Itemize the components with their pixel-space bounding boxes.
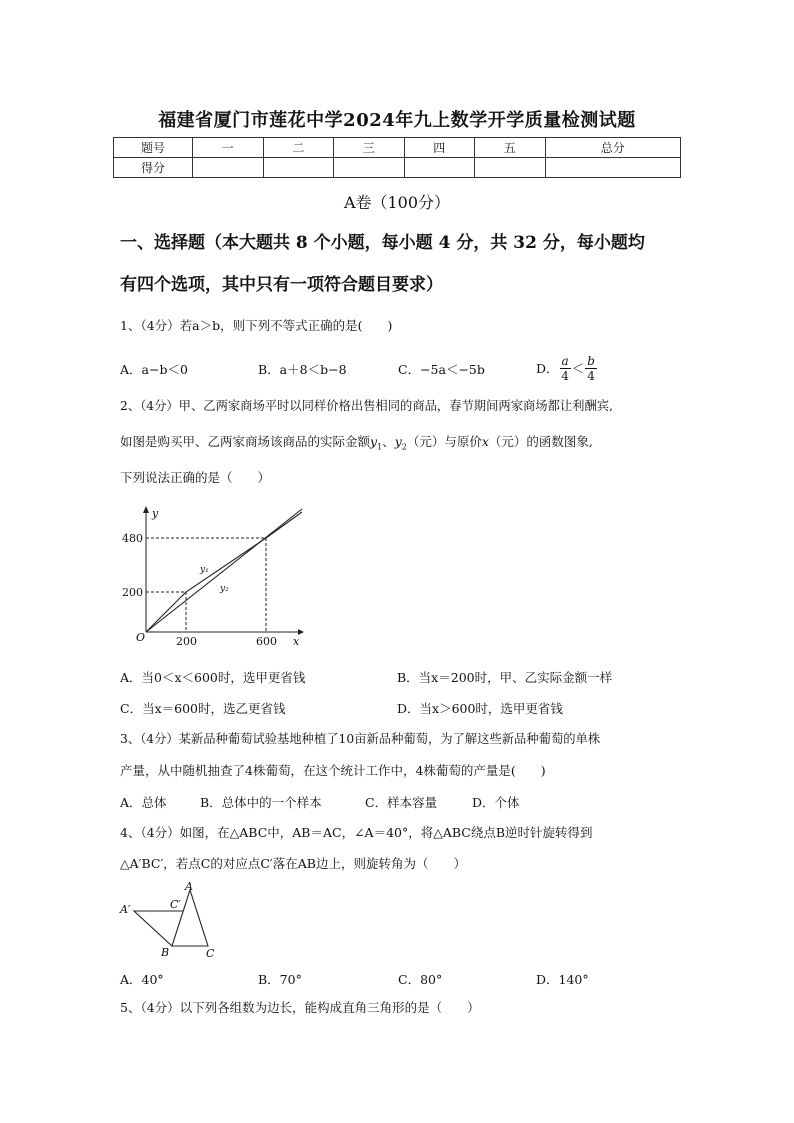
q3-line1: 3、（4分）某新品种葡萄试验基地种植了10亩新品种葡萄，为了解这些新品种葡萄的单株	[120, 732, 601, 746]
score-table-cell: 三	[334, 138, 405, 158]
var-y2: y	[394, 434, 402, 449]
q1-option-d[interactable]	[536, 350, 598, 386]
fraction-numerator: a	[561, 353, 569, 368]
q4-triangle-figure	[118, 880, 218, 960]
y-axis-label: y	[152, 507, 159, 520]
score-table-cell: 题号	[114, 138, 193, 158]
q4-line1: 4、（4分）如图，在△ABC中，AB＝AC，∠A＝40°，将△ABC绕点B逆时针旋转得到	[120, 825, 593, 840]
q4-option-d[interactable]: D．140°	[536, 972, 589, 987]
q2-line2	[120, 433, 720, 457]
fraction-numerator: b	[587, 353, 595, 368]
q3-line2: 产量，从中随机抽查了4株葡萄，在这个统计工作中，4株葡萄的产量是( )	[120, 763, 546, 778]
score-cell[interactable]	[404, 158, 475, 178]
exam-title: 福建省厦门市莲花中学2024年九上数学开学质量检测试题	[158, 110, 636, 131]
score-table-cell: 一	[193, 138, 264, 158]
fraction-denominator: 4	[587, 368, 595, 383]
part1-heading-line2: 有四个选项，其中只有一项符合题目要求）	[120, 275, 443, 295]
score-table-cell: 五	[475, 138, 546, 158]
q2-option-b[interactable]: B．当x＝200时，甲、乙实际金额一样	[397, 670, 613, 685]
score-table-cell: 总分	[545, 138, 681, 158]
label-y1: y₁	[200, 565, 209, 575]
q2-function-graph	[116, 505, 316, 653]
score-cell[interactable]	[263, 158, 334, 178]
triangle-a-prime-b-c-prime	[134, 911, 183, 946]
score-table-header-row	[114, 138, 681, 158]
q4-option-c[interactable]: C．80°	[398, 972, 443, 987]
q1-option-a[interactable]: A．a−b＜0	[120, 362, 188, 377]
q2-line1: 2、（4分）甲、乙两家商场平时以同样价格出售相同的商品，春节期间两家商场都让利酬宾,	[120, 399, 613, 413]
q2-option-a[interactable]: A．当0＜x＜600时，选甲更省钱	[120, 670, 306, 685]
q2-option-d[interactable]: D．当x＞600时，选甲更省钱	[397, 701, 563, 716]
q2-line3: 下列说法正确的是（ ）	[120, 470, 271, 485]
score-table-row-label: 得分	[114, 158, 193, 178]
fraction-a-over-4	[560, 354, 571, 383]
q1-stem: 1、（4分）若a＞b，则下列不等式正确的是( )	[120, 318, 393, 333]
score-cell[interactable]	[475, 158, 546, 178]
label-y2: y₂	[220, 584, 229, 594]
y-axis-arrow-icon	[143, 506, 149, 513]
fraction-denominator: 4	[561, 368, 569, 383]
origin-label: O	[136, 631, 146, 644]
part1-heading-line1: 一、选择题（本大题共 8 个小题，每小题 4 分，共 32 分，每小题均	[120, 233, 645, 253]
q2-line2-part-a: 如图是购买甲、乙两家商场该商品的实际金额	[120, 434, 371, 449]
q3-option-a[interactable]: A．总体	[120, 795, 167, 810]
label-c: C	[206, 947, 215, 960]
label-a-prime: A′	[120, 903, 131, 916]
score-cell[interactable]	[193, 158, 264, 178]
x-tick-600: 600	[256, 635, 277, 648]
x-axis-label: x	[293, 635, 300, 648]
y-tick-200: 200	[122, 586, 143, 599]
x-tick-200: 200	[176, 635, 197, 648]
score-table	[113, 137, 681, 178]
line-y2	[146, 509, 302, 632]
q1-option-d-prefix: D．	[536, 361, 559, 376]
q2-line2-part-c: （元）的函数图象,	[488, 434, 593, 449]
section-a-title: A卷（100分）	[343, 193, 451, 212]
y-tick-480: 480	[122, 532, 143, 545]
var-y1-subscript: 1	[377, 442, 383, 452]
var-x: x	[481, 434, 489, 449]
q4-option-a[interactable]: A．40°	[120, 972, 164, 987]
score-cell[interactable]	[545, 158, 681, 178]
score-table-cell: 二	[263, 138, 334, 158]
q3-option-b[interactable]: B．总体中的一个样本	[200, 795, 322, 810]
label-a: A	[185, 880, 193, 893]
q5-stem: 5、（4分）以下列各组数为边长，能构成直角三角形的是（ ）	[120, 1000, 480, 1015]
q4-line2: △A′BC′，若点C的对应点C′落在AB边上，则旋转角为（ ）	[120, 856, 466, 871]
less-than-sign: ＜	[571, 361, 585, 376]
q2-option-c[interactable]: C．当x＝600时，选乙更省钱	[120, 701, 286, 716]
fraction-b-over-4	[585, 354, 597, 383]
q1-option-b[interactable]: B．a＋8＜b−8	[258, 362, 347, 377]
q1-option-c[interactable]: C．−5a＜−5b	[398, 362, 485, 377]
score-cell[interactable]	[334, 158, 405, 178]
q3-option-d[interactable]: D．个体	[472, 795, 520, 810]
label-b: B	[161, 946, 170, 959]
q3-option-c[interactable]: C．样本容量	[365, 795, 438, 810]
score-table-score-row	[114, 158, 681, 178]
score-table-cell: 四	[404, 138, 475, 158]
var-y1: y	[370, 434, 378, 449]
label-c-prime: C′	[170, 898, 181, 911]
separator: 、	[382, 434, 395, 449]
q4-option-b[interactable]: B．70°	[258, 972, 302, 987]
q2-line2-part-b: （元）与原价	[406, 434, 482, 449]
var-y2-subscript: 2	[401, 442, 407, 452]
